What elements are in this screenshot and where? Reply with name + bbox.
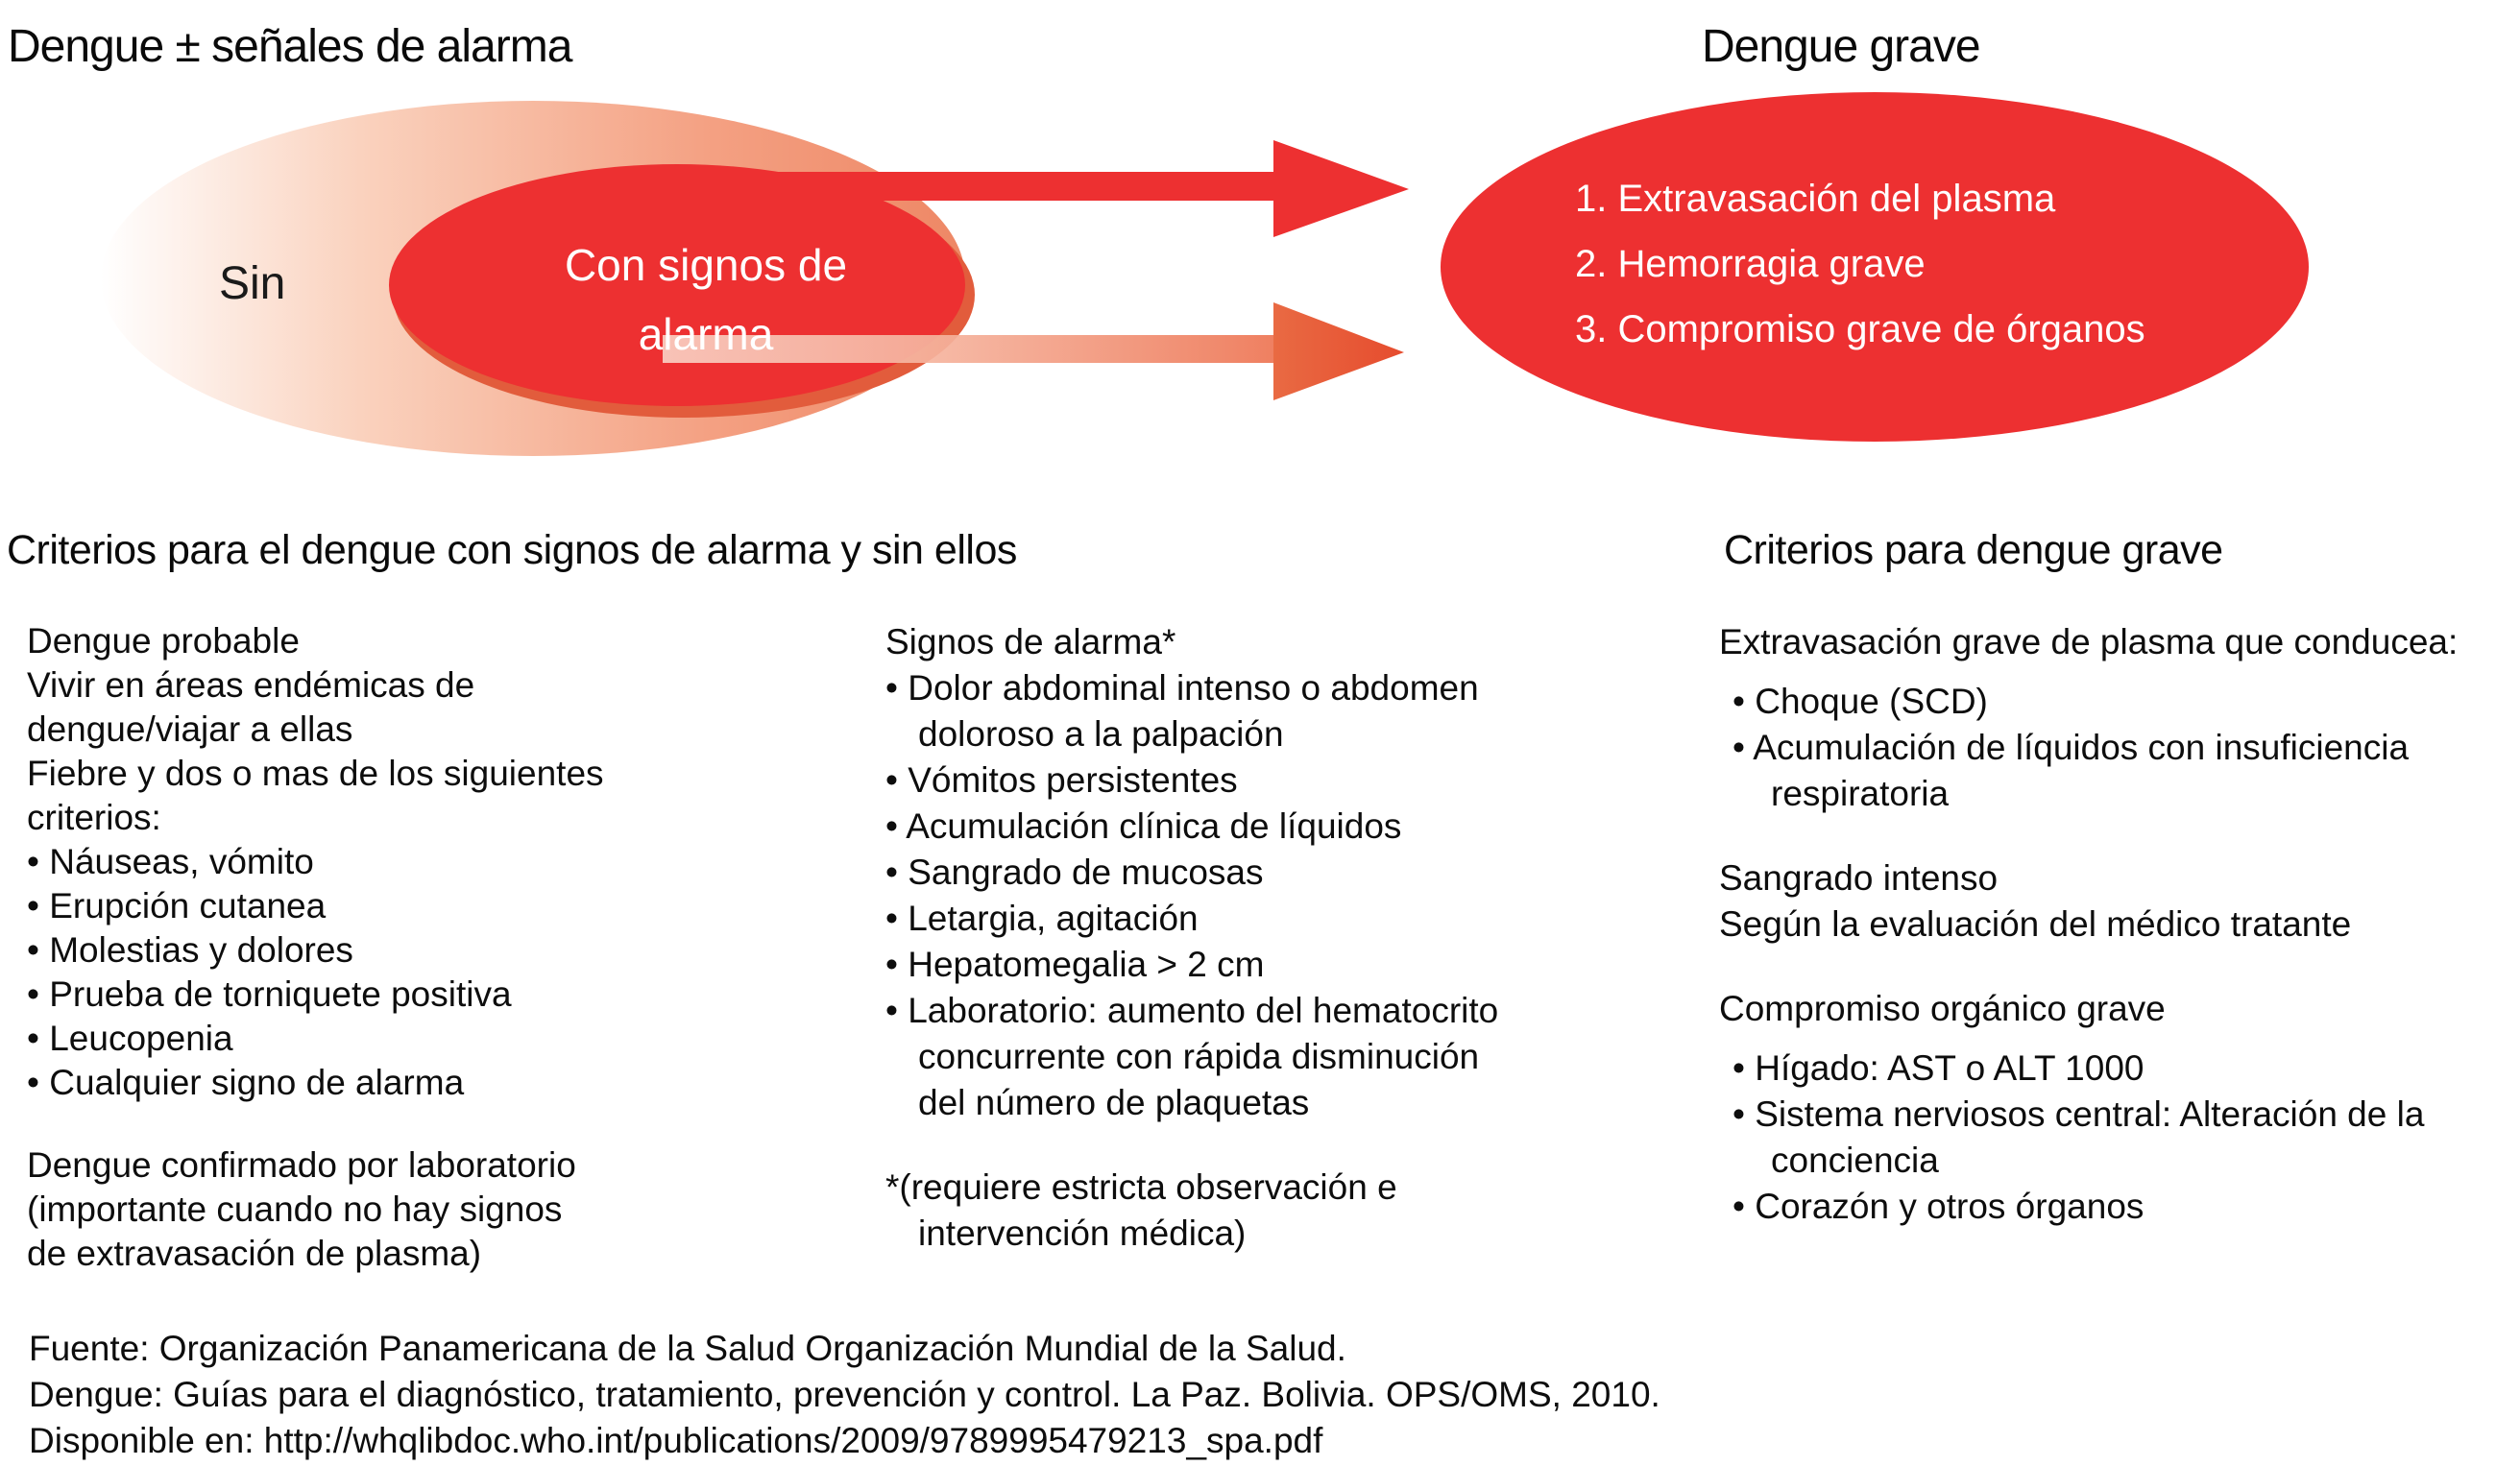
source-citation <box>29 1326 2487 1464</box>
text-line: • Vómitos persistentes <box>885 760 1238 800</box>
text-line: • Cualquier signo de alarma <box>27 1063 465 1102</box>
text-line: • Hígado: AST o ALT 1000 <box>1732 1048 2144 1088</box>
text-line: • Sangrado de mucosas <box>885 853 1264 892</box>
text-line: • Sistema nerviosos central: Alteración de la <box>1732 1094 2425 1134</box>
source-line: Dengue: Guías para el diagnóstico, tratamiento, prevención y control. La Paz. Bolivia. OPS/OMS, 2010. <box>29 1375 1660 1414</box>
title-dengue-grave: Dengue grave <box>1702 21 1980 72</box>
severe-dengue-item: 2. Hemorragia grave <box>1575 243 1926 285</box>
severe-dengue-list <box>1575 166 2145 362</box>
text-line: • Corazón y otros órganos <box>1732 1187 2144 1226</box>
source-line: Disponible en: http://whqlibdoc.who.int/publications/2009/9789995479213_spa.pdf <box>29 1421 1323 1460</box>
text-line: dengue/viajar a ellas <box>27 709 353 749</box>
text-line: • Acumulación clínica de líquidos <box>885 806 1402 846</box>
text-line: • Choque (SCD) <box>1732 682 1988 721</box>
text-line: concurrente con rápida disminución <box>918 1037 1480 1076</box>
column-signos-alarma <box>885 619 1644 1257</box>
label-con-signos <box>461 230 951 369</box>
text-line: • Prueba de torniquete positiva <box>27 974 512 1014</box>
source-line: Fuente: Organización Panamericana de la Salud Organización Mundial de la Salud. <box>29 1329 1346 1368</box>
text-line: doloroso a la palpación <box>918 714 1284 754</box>
text-line: conciencia <box>1771 1141 1939 1180</box>
faded-arrow-head <box>1273 302 1404 400</box>
text-line: Vivir en áreas endémicas de <box>27 665 475 705</box>
header-criterios-alarma: Criterios para el dengue con signos de alarma y sin ellos <box>7 527 1017 573</box>
text-line: Sangrado intenso <box>1719 858 1999 898</box>
text-line: respiratoria <box>1771 774 1950 813</box>
text-line: Dengue confirmado por laboratorio <box>27 1145 576 1185</box>
text-line: de extravasación de plasma) <box>27 1234 482 1273</box>
text-line: Fiebre y dos o mas de los siguientes <box>27 754 604 793</box>
severe-dengue-item: 1. Extravasación del plasma <box>1575 178 2056 220</box>
column-dengue-grave <box>1719 619 2520 1230</box>
label-con-signos-line1: Con signos de <box>564 240 848 290</box>
text-line: • Hepatomegalia > 2 cm <box>885 945 1265 984</box>
text-line: (importante cuando no hay signos <box>27 1190 563 1229</box>
text-line: Compromiso orgánico grave <box>1719 989 2166 1028</box>
severe-dengue-item: 3. Compromiso grave de órganos <box>1575 308 2145 350</box>
label-sin: Sin <box>219 258 286 309</box>
text-line: • Dolor abdominal intenso o abdomen <box>885 668 1479 708</box>
column-dengue-probable <box>27 619 872 1276</box>
text-line: • Laboratorio: aumento del hematocrito <box>885 991 1499 1030</box>
text-line: • Molestias y dolores <box>27 930 353 970</box>
text-line: *(requiere estricta observación e <box>885 1167 1397 1207</box>
text-line: Signos de alarma* <box>885 622 1176 661</box>
title-dengue-senales: Dengue ± señales de alarma <box>8 21 572 72</box>
text-line: • Leucopenia <box>27 1019 233 1058</box>
text-line: intervención médica) <box>918 1214 1247 1253</box>
text-line: • Acumulación de líquidos con insuficiencia <box>1732 728 2410 767</box>
text-line: criterios: <box>27 798 161 837</box>
text-line: del número de plaquetas <box>918 1083 1310 1122</box>
text-line: Extravasación grave de plasma que conducea: <box>1719 622 2459 661</box>
label-con-signos-line2: alarma <box>638 309 774 359</box>
header-criterios-grave: Criterios para dengue grave <box>1724 527 2223 573</box>
text-line: • Letargia, agitación <box>885 899 1199 938</box>
text-line: • Erupción cutanea <box>27 886 327 925</box>
text-line: • Náuseas, vómito <box>27 842 314 881</box>
text-line: Dengue probable <box>27 621 300 661</box>
text-line: Según la evaluación del médico tratante <box>1719 904 2352 944</box>
